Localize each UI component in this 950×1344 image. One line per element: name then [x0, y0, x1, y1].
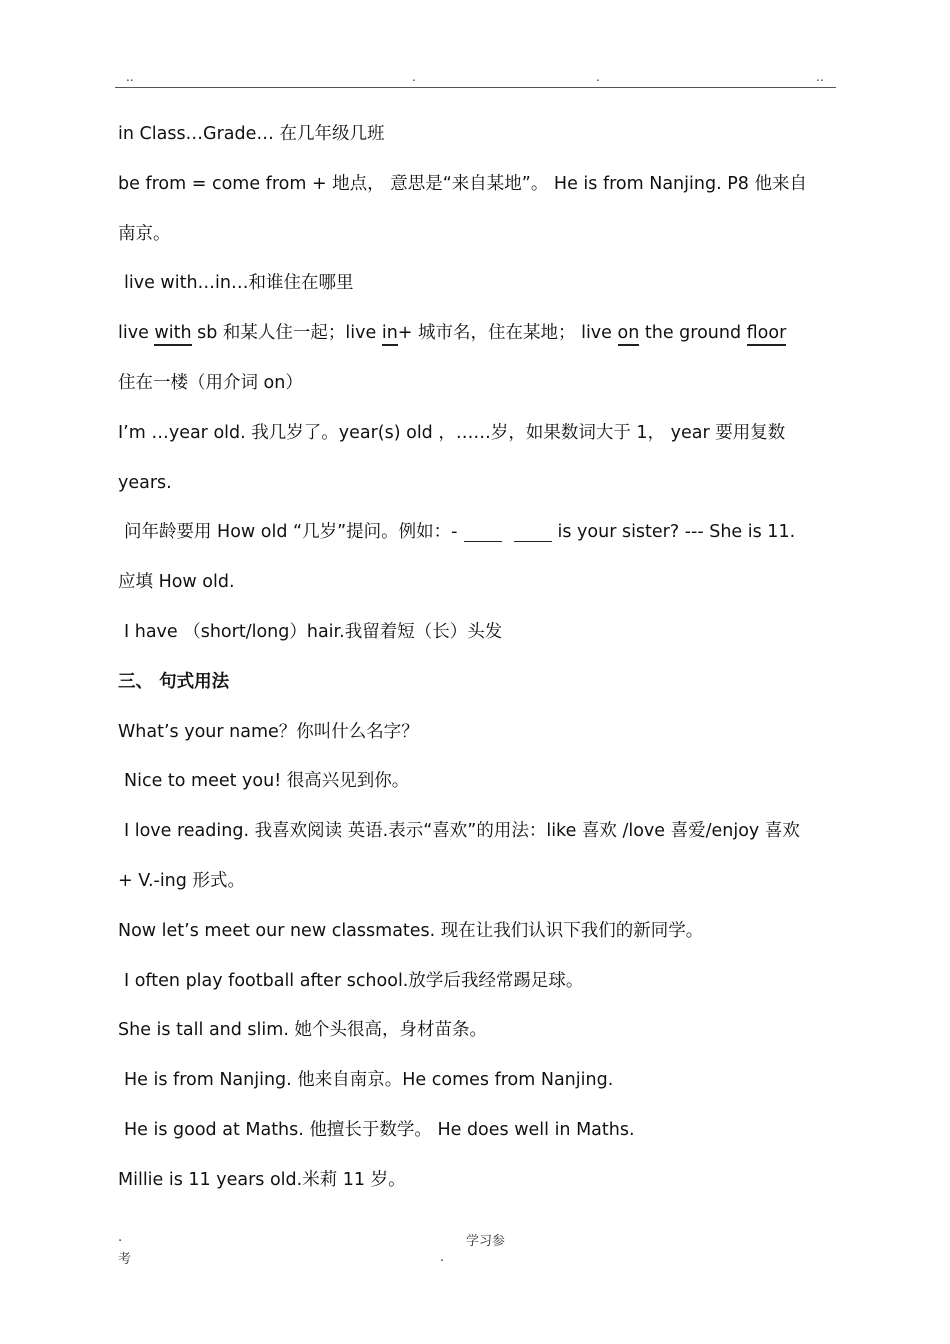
text-line: I’m …year old. 我几岁了。year(s) old ，……岁，如果数词大于 1， year 要用复数 [118, 422, 786, 443]
text-line: Millie is 11 years old.米莉 11 岁。 [118, 1169, 406, 1190]
text-segment: the ground [639, 323, 747, 344]
text-line-underlined [118, 309, 838, 359]
text-line: I often play football after school.放学后我经常踢足球。 [124, 970, 584, 991]
text-line: be from = come from + 地点， 意思是“来自某地”。 He is from Nanjing. P8 他来自 [118, 173, 807, 194]
header-dot: .. [126, 70, 134, 84]
text-segment: live [118, 323, 155, 344]
text-line: He is from Nanjing. 他来自南京。He comes from Nanjing. [124, 1070, 614, 1091]
text-line: live with…in…和谁住在哪里 [124, 273, 354, 294]
footer-dot: . [440, 1250, 445, 1265]
page-footer [0, 1220, 950, 1280]
document-body [118, 110, 838, 1206]
text-line: years. [118, 472, 172, 493]
text-line: I love reading. 我喜欢阅读 英语.表示“喜欢”的用法：like 喜欢 /love 喜爱/enjoy 喜欢 [124, 821, 800, 842]
header-dot: . [596, 70, 600, 84]
underlined-word: floor [747, 323, 787, 346]
footer-dot: . [118, 1230, 123, 1245]
underlined-word: on [618, 323, 640, 346]
text-segment: + 城市名，住在某地； live [397, 323, 618, 344]
text-line: Now let’s meet our new classmates. 现在让我们认识下我们的新同学。 [118, 920, 704, 941]
header-rule [115, 87, 836, 88]
fill-blank [464, 523, 502, 542]
page-header [0, 0, 950, 95]
text-line: He is good at Maths. 他擅长于数学。 He does well in Maths. [124, 1119, 635, 1140]
underlined-word: in [382, 323, 398, 346]
text-line: She is tall and slim. 她个头很高，身材苗条。 [118, 1020, 487, 1041]
text-line: What’s your name？你叫什么名字？ [118, 721, 419, 742]
text-line: 南京。 [118, 223, 171, 244]
text-line: + V.-ing 形式。 [118, 870, 245, 891]
text-line-with-blanks [118, 508, 838, 558]
text-line: I have （short/long）hair.我留着短（长）头发 [124, 621, 503, 642]
text-line: in Class…Grade… 在几年级几班 [118, 124, 385, 144]
header-dot: .. [816, 70, 824, 84]
footer-text: 考 [118, 1252, 132, 1267]
text-segment: is your sister? --- She is 11. [557, 522, 796, 543]
text-line: 应填 How old. [118, 572, 235, 593]
header-dot: . [412, 70, 416, 84]
text-segment: sb 和某人住一起；live [191, 323, 382, 344]
text-line: Nice to meet you! 很高兴见到你。 [124, 771, 410, 792]
text-line: 住在一楼（用介词 on） [118, 372, 303, 393]
section-heading: 三、 句式用法 [118, 671, 230, 692]
footer-text: 学习参 [466, 1234, 506, 1249]
underlined-word: with [154, 323, 191, 346]
fill-blank [514, 523, 552, 542]
text-segment: 问年龄要用 How old “几岁”提问。例如：- [124, 522, 458, 543]
